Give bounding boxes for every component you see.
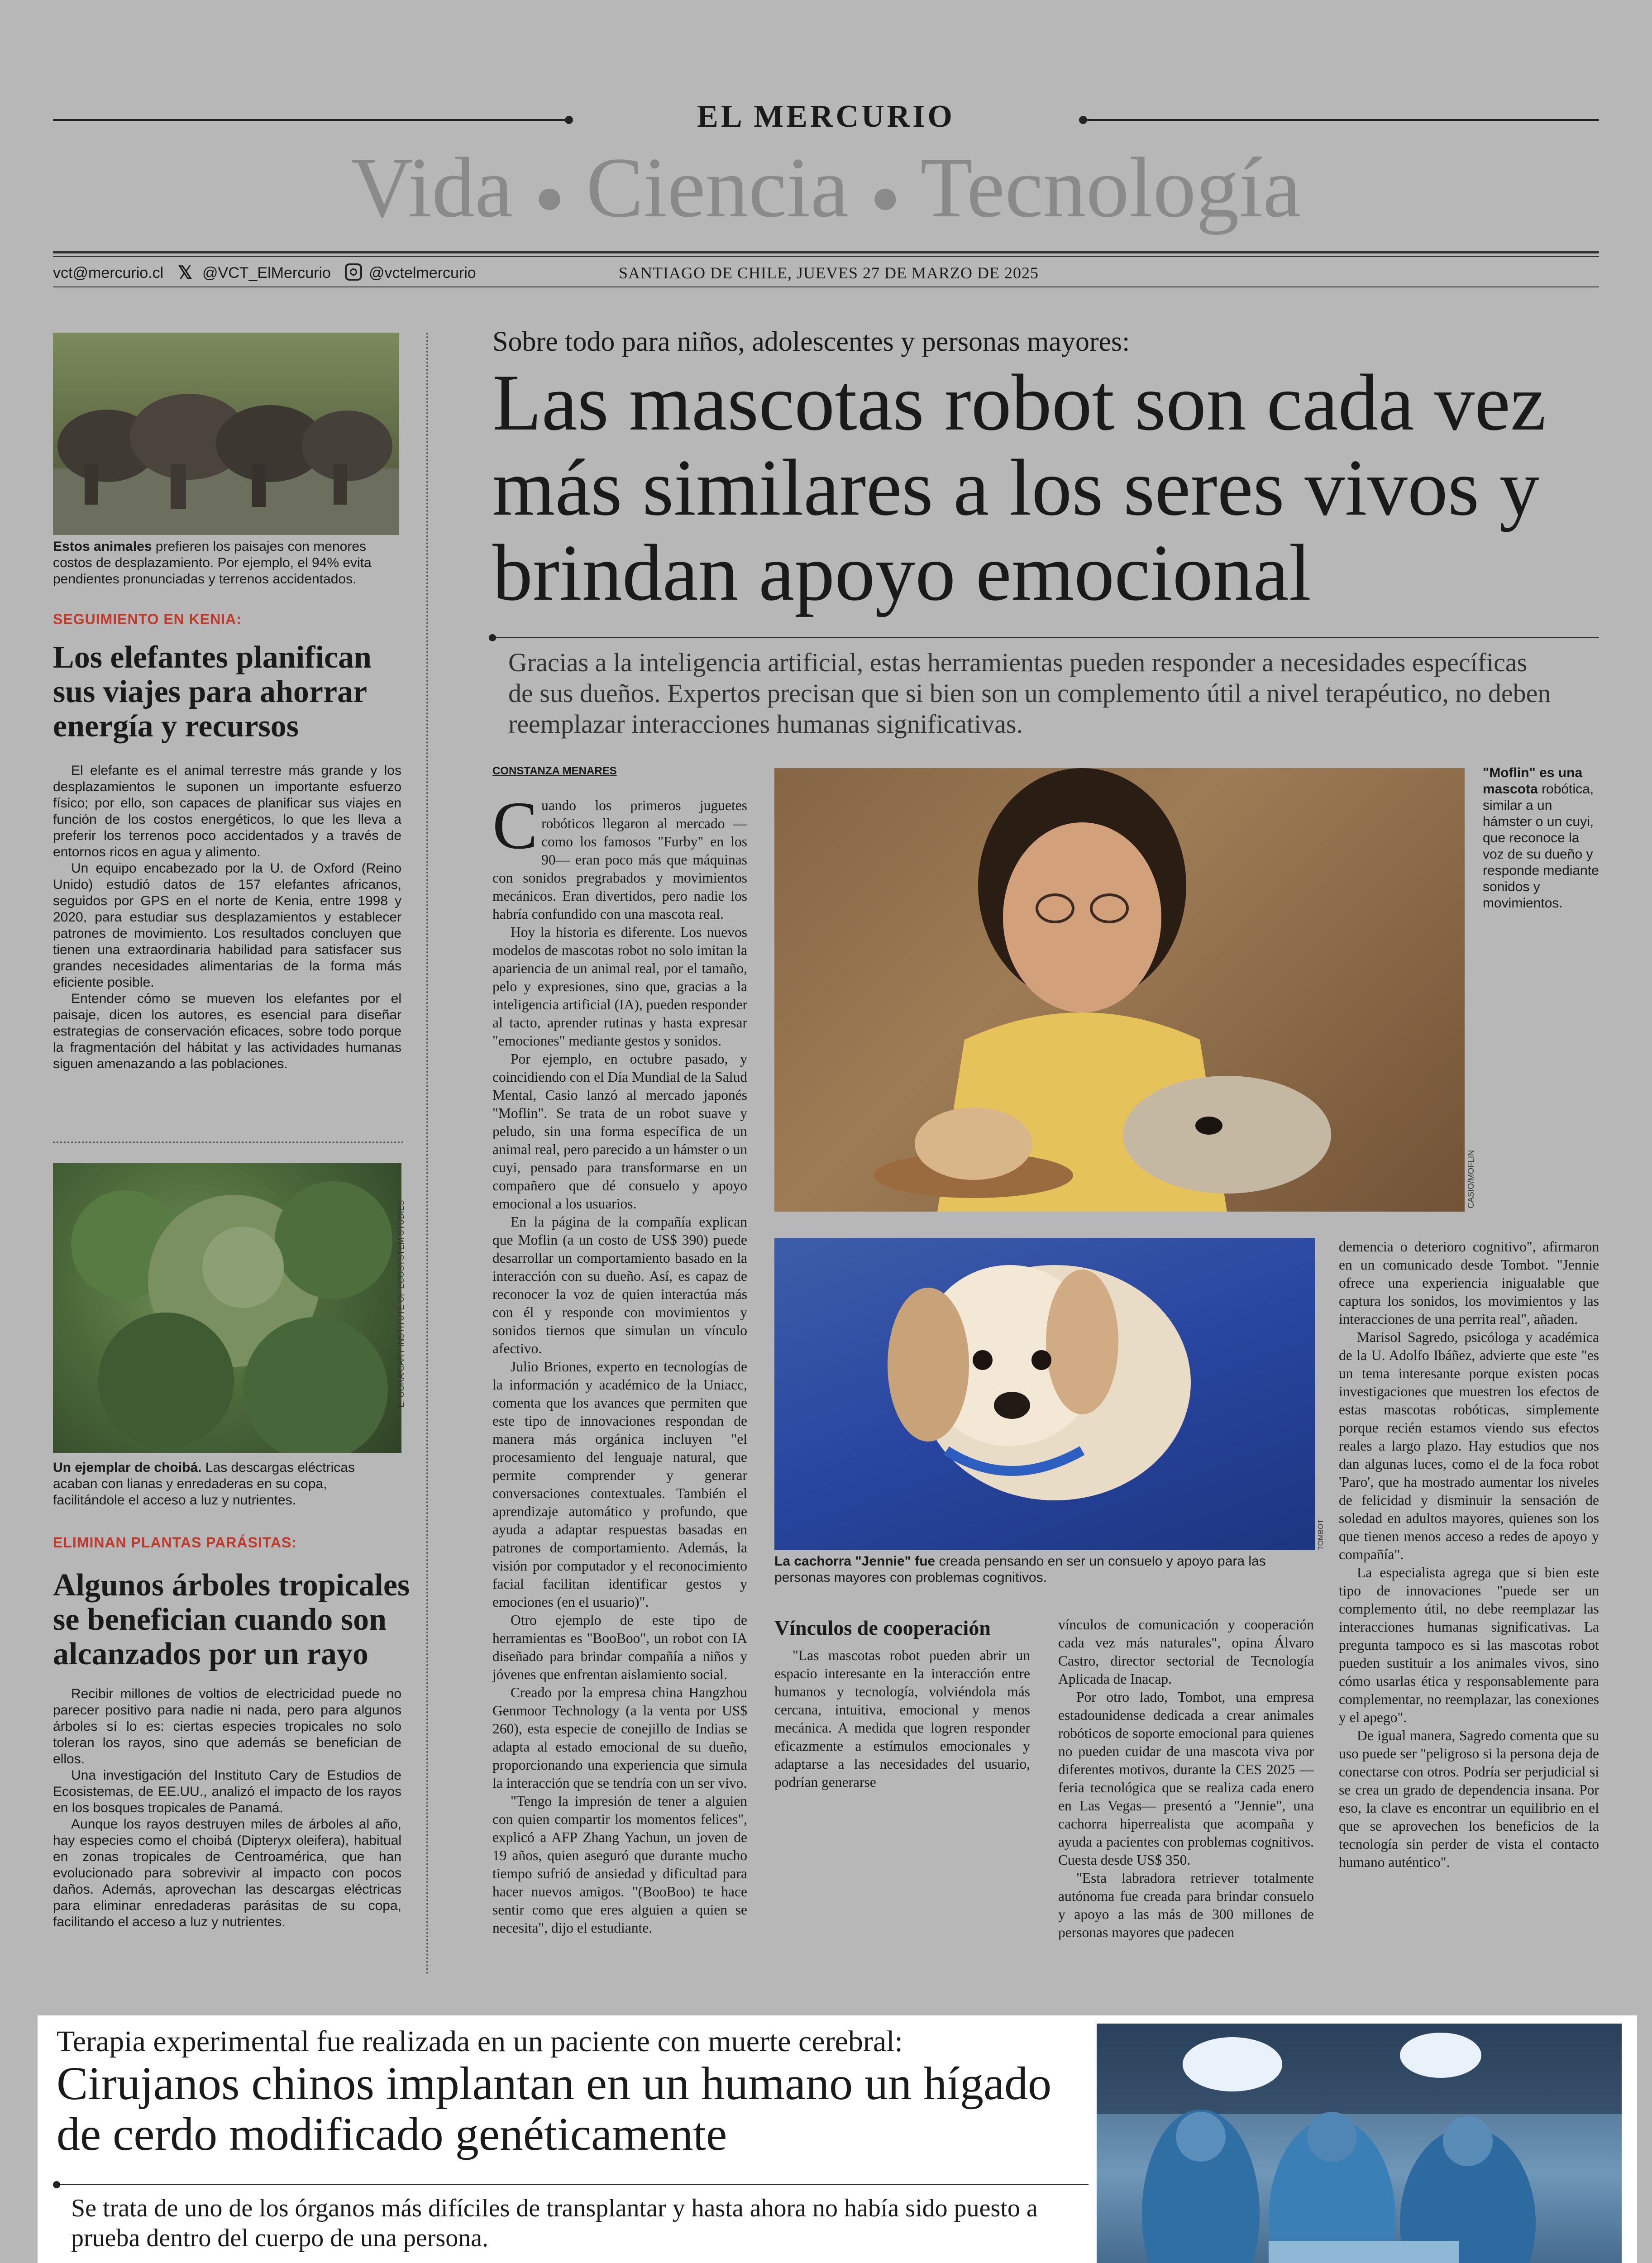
main-paragraph: "Esta labradora retriever totalmente autónoma fue creada para brindar consuelo y apoyo a las más de 300 millones de personas mayores que padecen	[1058, 1870, 1314, 1940]
main-column-4	[1339, 1238, 1599, 1872]
jennie-photo	[774, 1238, 1315, 1550]
tree-headline: Algunos árboles tropicales se benefician cuando son alcanzados por un rayo	[53, 1568, 410, 1671]
section-vida: Vida	[351, 140, 513, 235]
jennie-caption-text: creada pensando en ser un consuelo y apoyo para las personas mayores con problemas cognitivos.	[774, 1554, 1266, 1585]
section-title	[0, 140, 1652, 235]
main-paragraph: "Tengo la impresión de tener a alguien con quien compartir los momentos felices", explicó a AFP Zhang Yachun, un joven de 19 años, quien aseguró que durante mucho tiempo sufrió de ansiedad y dificultad para hacer nuevos amigos. "(BooBoo) te hace sentir como que eres alguien a quien se necesita", dijo el estudiante.	[492, 1793, 747, 1936]
surgery-photo	[1097, 2024, 1622, 2263]
main-column-2	[774, 1616, 1030, 1791]
jennie-photo-credit: TOMBOT	[1317, 1519, 1325, 1550]
main-paragraph: En la página de la compañía explican que Moflin (a un costo de US$ 390) puede desarrollar un comportamiento basado en la interacción con su dueño. Así, es capaz de reconocer la voz de quien interactúa más con él y responde con movimientos y sonidos tiernos que simulan un vínculo afectivo.	[492, 1214, 747, 1356]
medical-story-box	[38, 2015, 1637, 2263]
medical-dek: Se trata de uno de los órganos más difíciles de transplantar y hasta ahora no había sido puesto a prueba dentro del cuerpo de una persona.	[71, 2194, 1038, 2252]
main-paragraph: vínculos de comunicación y cooperación cada vez más naturales", opina Álvaro Castro, director sectorial de Tecnología Aplicada de Inacap.	[1058, 1617, 1314, 1687]
elephants-paragraph: El elefante es el animal terrestre más grande y los desplazamientos le suponen un importante esfuerzo físico; por ello, son capaces de planificar sus viajes en función de los costos energéticos, lo que les lleva a preferir los terrenos poco accidentados y a través de entornos ricos en agua y alimento.	[53, 763, 401, 859]
section-tecnologia: Tecnología	[920, 140, 1301, 235]
tree-caption-lead: Un ejemplar de choibá.	[53, 1460, 202, 1475]
tree-paragraph: Una investigación del Instituto Cary de Estudios de Ecosistemas, de EE.UU., analizó el impacto de los rayos en los bosques tropicales de Panamá.	[53, 1768, 401, 1815]
tree-paragraph: Recibir millones de voltios de electricidad puede no parecer positivo para nadie ni nada, pero para algunos árboles sí lo es: ciertas especies tropicales no solo toleran los rayos, sino que además se benefician de ellos.	[53, 1686, 401, 1766]
tree-kicker: ELIMINAN PLANTAS PARÁSITAS:	[53, 1534, 297, 1551]
tree-caption-text: Las descargas eléctricas acaban con lianas y enredaderas en su copa, facilitándole el acceso a luz y nutrientes.	[53, 1460, 355, 1508]
jennie-caption-lead: La cachorra "Jennie" fue	[774, 1554, 936, 1569]
top-rule	[53, 251, 1599, 253]
instagram-icon	[345, 263, 362, 281]
main-paragraph: De igual manera, Sagredo comenta que su uso puede ser "peligroso si la persona deja de conectarse con otros. Podría ser perjudicial si se crea un grado de dependencia insana. Por eso, la clave es encontrar un equilibrio en el que se aprovechen los beneficios de la tecnología sin perder de vista el contacto humano auténtico".	[1339, 1728, 1599, 1870]
elephants-body	[53, 763, 401, 1072]
moflin-caption	[1483, 765, 1600, 912]
main-column-1	[492, 788, 747, 1937]
section-dot-icon: ●	[870, 169, 901, 224]
tree-photo	[53, 1163, 401, 1453]
drop-cap: C	[492, 788, 538, 863]
main-paragraph: Marisol Sagredo, psicóloga y académica de la U. Adolfo Ibáñez, advierte que este "es un tema interesante porque existen pocas investigaciones que muestren los efectos de estas mascotas robóticas, simplemente porque recién estamos viendo sus efectos reales a largo plazo. Hay estudios que nos dan algunas luces, como el de la foca robot 'Paro', que ha mostrado aumentar los niveles de felicidad y disminuir la sensación de soledad en adultos mayores, quienes son los que tienen menos acceso a redes de apoyo y compañía".	[1339, 1329, 1599, 1562]
main-paragraph: demencia o deterioro cognitivo", afirmaron en un comunicado desde Tombot. "Jennie ofrece una experiencia inigualable que captura los sonidos, los movimientos y las interacciones de una perrita real", añaden.	[1339, 1239, 1599, 1327]
x-handle-link[interactable]: @VCT_ElMercurio	[202, 264, 331, 282]
medical-headline: Cirujanos chinos implantan en un humano un hígado de cerdo modificado genéticamente	[57, 2058, 1052, 2160]
jennie-caption	[774, 1553, 1318, 1586]
main-dek: Gracias a la inteligencia artificial, estas herramientas pueden responder a necesidades específicas de sus dueños. Expertos precisan que si bien son un complemento útil a nivel terapéutico, no deben reemplazar interacciones humanas significativas.	[508, 648, 1551, 739]
dek-rule	[492, 637, 1599, 638]
medical-dek-dot	[53, 2181, 60, 2188]
main-column-3	[1058, 1616, 1314, 1942]
dateline: SANTIAGO DE CHILE, JUEVES 27 DE MARZO DE 2025	[619, 264, 1039, 282]
x-icon: 𝕏	[178, 263, 193, 283]
elephants-kicker: SEGUIMIENTO EN KENIA:	[53, 611, 242, 627]
moflin-photo-credit: CASIO/MOFLIN	[1466, 1150, 1475, 1208]
elephants-caption	[53, 539, 401, 587]
elephants-paragraph: Un equipo encabezado por la U. de Oxford (Reino Unido) estudió datos de 157 elefantes africanos, seguidos por GPS en el norte de Kenia, entre 1998 y 2020, para estudiar sus desplazamientos y establecer patrones de movimiento. Los resultados concluyen que tienen una extraordinaria habilidad para satisfacer sus grandes necesidades alimentarias de la forma más eficiente posible.	[53, 861, 401, 990]
main-paragraph: Creado por la empresa china Hangzhou Genmoor Technology (a la venta por US$ 260), esta especie de conejillo de Indias se adapta al estado emocional de su dueño, proporcionando una experiencia que simula la interacción que se tendría con un ser vivo.	[492, 1685, 747, 1791]
section-ciencia: Ciencia	[586, 140, 849, 235]
elephants-caption-text: prefieren los paisajes con menores costos de desplazamiento. Por ejemplo, el 94% evita pendientes pronunciadas y terrenos accidentados.	[53, 539, 372, 587]
newspaper-name: EL MERCURIO	[697, 99, 955, 134]
moflin-caption-lead: "Moflin" es una mascota	[1483, 765, 1583, 797]
top-rule-thin	[53, 256, 1599, 257]
elephants-headline: Los elefantes planifican sus viajes para ahorrar energía y recursos	[53, 640, 372, 744]
info-rule	[53, 286, 1599, 287]
instagram-handle-link[interactable]: @vctelmercurio	[369, 264, 476, 282]
moflin-caption-text: robótica, similar a un hámster o un cuyi, que reconoce la voz de su dueño y responde mediante sonidos y movimientos.	[1483, 782, 1599, 911]
elephants-photo	[53, 333, 399, 535]
main-subhead: Vínculos de cooperación	[774, 1616, 991, 1639]
medical-kicker: Terapia experimental fue realizada en un paciente con muerte cerebral:	[57, 2025, 903, 2058]
tree-body	[53, 1686, 401, 1930]
medical-dek-rule	[57, 2184, 1089, 2185]
main-paragraph: "Las mascotas robot pueden abrir un espacio interesante en la interacción entre humanos y tecnología, volviéndola más cercana, intuitiva, emocional y menos mecánica. A medida que logren responder eficazmente a estímulos emocionales y adaptarse a las necesidades del usuario, podrían generarse	[774, 1647, 1030, 1790]
main-paragraph: Hoy la historia es diferente. Los nuevos modelos de mascotas robot no solo imitan la apariencia de un animal real, por el tamaño, pelo y expresiones, sino que, gracias a la inteligencia artificial (IA), pueden responder al tacto, aprender rutinas y hasta expresar "emociones" mediante gestos y sonidos.	[492, 924, 747, 1049]
moflin-photo	[774, 768, 1465, 1212]
main-paragraph: Otro ejemplo de este tipo de herramientas es "BooBoo", un robot con IA diseñado para brindar compañía a niños y jóvenes que enfrentan aislamiento social.	[492, 1612, 747, 1682]
main-headline: Las mascotas robot son cada vez más similares a los seres vivos y brindan apoyo emocional	[492, 358, 1546, 617]
tree-paragraph: Aunque los rayos destruyen miles de árboles al año, hay especies como el choibá (Dipteryx oleifera), habitual en zonas tropicales de Centroamérica, que han evolucionado para sobrevivir al impacto con pocos daños. Además, aprovechan las descargas eléctricas para eliminar enredaderas parásitas de su copa, facilitando el acceso a luz y nutrientes.	[53, 1817, 401, 1929]
email-link[interactable]: vct@mercurio.cl	[53, 264, 164, 282]
main-byline: CONSTANZA MENARES	[492, 765, 617, 777]
info-bar	[53, 262, 1599, 284]
tree-photo-credit: E. GORA/CARY INSTITUTE OF ECOSYSTEM STUDIES	[396, 1200, 406, 1408]
elephants-paragraph: Entender cómo se mueven los elefantes por el paisaje, dicen los autores, es esencial para diseñar estrategias de conservación eficaces, sobre todo porque la fragmentación del hábitat y las actividades humanas siguen amenazando a las poblaciones.	[53, 991, 401, 1071]
main-paragraph: Por otro lado, Tombot, una empresa estadounidense dedicada a crear animales robóticos de soporte emocional para quienes no pueden cuidar de una mascota viva por diferentes motivos, durante la CES 2025 —feria tecnológica que se realiza cada enero en Las Vegas— presentó a "Jennie", una cachorra hiperrealista que acompaña y ayuda a pacientes con problemas cognitivos. Cuesta desde US$ 350.	[1058, 1689, 1314, 1868]
main-paragraph: Julio Briones, experto en tecnologías de la información y académico de la Uniacc, comenta que los avances que permiten que este tipo de innovaciones respondan de manera más orgánica incluyen "el procesamiento del lenguaje natural, que permite comprender y generar conversaciones contextuales. También el aprendizaje automático y profundo, que ayuda a adaptar respuestas basadas en patrones de comportamiento. Además, la visión por computador y el reconocimiento facial facilitan identificar gestos y emociones (en el usuario)".	[492, 1359, 747, 1610]
main-paragraph: La especialista agrega que si bien este tipo de innovaciones "puede ser un complemento útil, no debe reemplazar las interacciones humanas significativas. La pregunta tampoco es si las mascotas robot pueden sustituir a los animales vivos, sino cómo usarlas ética y responsablemente para complementar, no reemplazar, las conexiones y el apego".	[1339, 1565, 1599, 1725]
dek-dot	[489, 634, 496, 641]
main-kicker: Sobre todo para niños, adolescentes y personas mayores:	[492, 326, 1130, 357]
main-paragraph: uando los primeros juguetes robóticos llegaron al mercado —como los famosos "Furby" en los 90— eran poco más que máquinas con sonidos pregrabados y movimientos mecánicos. Eran divertidos, pero nadie los habría confundido con una mascota real.	[492, 797, 747, 922]
sidebar-divider	[53, 1141, 404, 1143]
column-divider	[426, 333, 428, 1976]
main-paragraph: Por ejemplo, en octubre pasado, y coincidiendo con el Día Mundial de la Salud Mental, Casio lanzó al mercado japonés "Moflin". Se trata de un robot suave y peludo, sin una forma específica de un animal real, pero parecido a un hámster o un cuyi, pensado para transformarse en un compañero que dé consuelo y apoyo emocional a los usuarios.	[492, 1051, 747, 1212]
elephants-caption-lead: Estos animales	[53, 539, 152, 554]
tree-caption	[53, 1460, 401, 1509]
section-dot-icon: ●	[534, 169, 565, 224]
